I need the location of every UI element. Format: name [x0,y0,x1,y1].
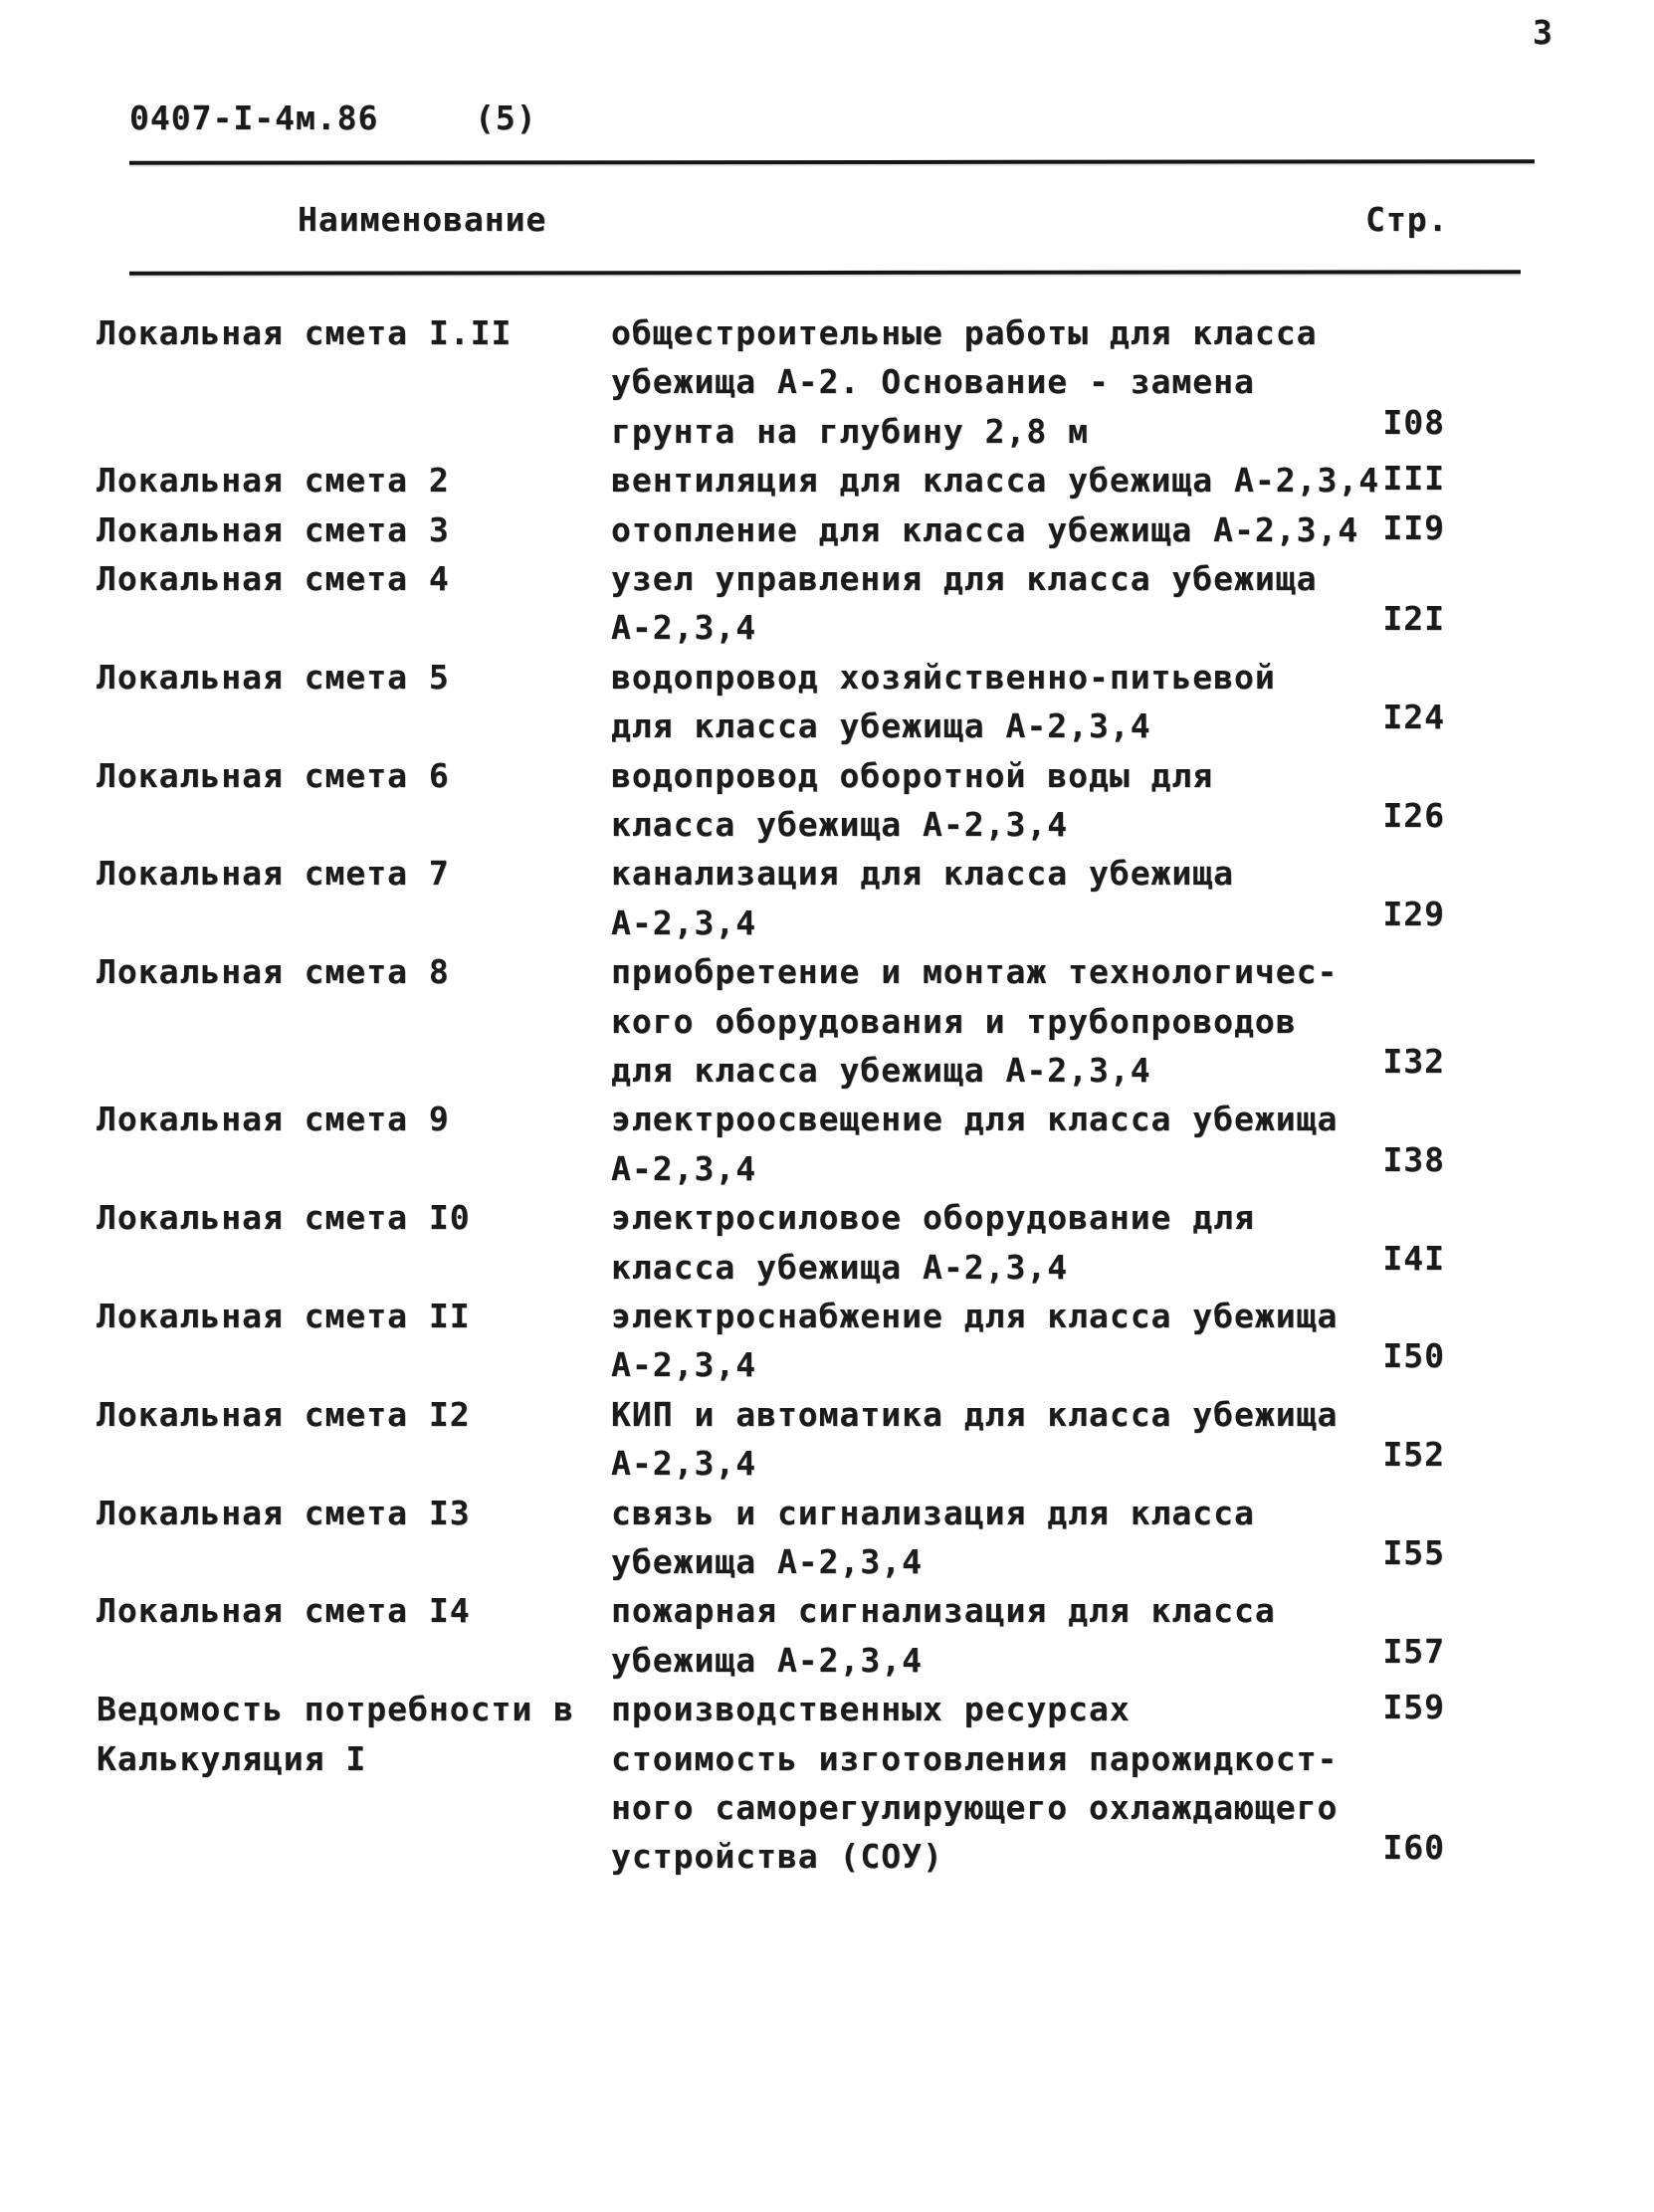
entry-desc-line: убежища А-2,3,4 [611,1640,924,1680]
entry-desc-line: отопление для класса убежища А-2,3,4 [611,509,1359,549]
entry-page-number: I50 [1382,1336,1445,1376]
entry-desc-line: кого оборудования и трубопроводов [611,1001,1297,1041]
entry-name: Калькуляция I [97,1738,367,1778]
entry-name: Локальная смета I3 [97,1493,471,1532]
column-header-name: Наименование [298,200,547,239]
header-rule-bottom [129,270,1521,275]
entry-page-number: I2I [1382,599,1445,639]
entry-name: Ведомость потребности в [97,1690,574,1729]
entry-desc-line: узел управления для класса убежища [611,559,1318,598]
entry-name: Локальная смета I0 [97,1198,471,1238]
column-header-page: Стр. [1365,200,1449,239]
entry-desc-line: приобретение и монтаж технологичес- [611,952,1339,992]
entry-name: Локальная смета 4 [97,559,450,598]
entry-desc-line: связь и сигнализация для класса [611,1493,1255,1532]
entry-desc-line: стоимость изготовления парожидкост- [611,1738,1339,1778]
entry-desc-line: общестроительные работы для класса [611,313,1318,352]
entry-page-number: I08 [1382,402,1445,442]
entry-page-number: I60 [1382,1828,1445,1868]
entry-page-number: I38 [1382,1139,1445,1179]
entry-desc-line: канализация для класса убежища [611,854,1235,894]
entry-name: Локальная смета II [97,1297,471,1335]
entry-desc-line: электроосвещение для класса убежища [611,1100,1339,1139]
entry-page-number: I55 [1382,1533,1445,1572]
entry-page-number: I4I [1382,1238,1445,1278]
entry-name: Локальная смета I2 [97,1394,471,1434]
entry-desc-line: А-2,3,4 [611,1444,757,1484]
page-number: 3 [1533,13,1553,52]
entry-desc-line: убежища А-2. Основание - замена [611,362,1255,402]
entry-desc-line: электросиловое оборудование для [611,1198,1255,1238]
entry-page-number: I26 [1382,796,1445,835]
entry-desc-line: грунта на глубину 2,8 м [611,411,1089,451]
entry-desc-line: класса убежища А-2,3,4 [611,805,1069,844]
entry-desc-line: электроснабжение для класса убежища [611,1297,1339,1335]
entry-page-number: I24 [1382,698,1445,737]
document-revision: (5) [475,99,537,137]
entry-desc-line: КИП и автоматика для класса убежища [611,1394,1339,1434]
entry-page-number: I57 [1382,1631,1445,1671]
entry-desc-line: А-2,3,4 [611,1148,757,1188]
entry-name: Локальная смета 3 [97,509,450,549]
entry-name: Локальная смета I.II [97,313,513,352]
entry-page-number: I52 [1382,1435,1445,1475]
entry-desc-line: для класса убежища А-2,3,4 [611,706,1151,746]
entry-name: Локальная смета 9 [97,1100,450,1139]
entry-desc-line: водопровод оборотной воды для [611,755,1214,795]
entry-name: Локальная смета 8 [97,952,450,992]
entry-page-number: I32 [1382,1042,1445,1081]
entry-desc-line: А-2,3,4 [611,903,757,942]
document-code: 0407-I-4м.86 [129,99,379,137]
entry-desc-line: класса убежища А-2,3,4 [611,1247,1069,1287]
entry-name: Локальная смета 5 [97,657,450,697]
entry-desc-line: А-2,3,4 [611,608,757,648]
entry-name: Локальная смета 7 [97,854,450,894]
entry-desc-line: пожарная сигнализация для класса [611,1591,1276,1631]
entry-page-number: III [1382,459,1445,499]
entry-name: Локальная смета 2 [97,461,450,501]
entry-desc-line: убежища А-2,3,4 [611,1542,924,1581]
entry-desc-line: вентиляция для класса убежища А-2,3,4 [611,461,1380,501]
entry-desc-line: для класса убежища А-2,3,4 [611,1051,1151,1090]
entry-page-number: II9 [1382,507,1445,547]
entry-page-number: I59 [1382,1688,1445,1727]
entry-desc-line: водопровод хозяйственно-питьевой [611,657,1276,697]
entry-page-number: I29 [1382,894,1445,933]
entry-desc-line: производственных ресурсах [611,1690,1131,1729]
entry-desc-line: ного саморегулирующего охлаждающего [611,1788,1339,1827]
entry-name: Локальная смета 6 [97,755,450,795]
entry-name: Локальная смета I4 [97,1591,471,1631]
entry-desc-line: А-2,3,4 [611,1345,757,1385]
entry-desc-line: устройства (СОУ) [611,1837,943,1877]
header-rule-top [129,159,1535,164]
